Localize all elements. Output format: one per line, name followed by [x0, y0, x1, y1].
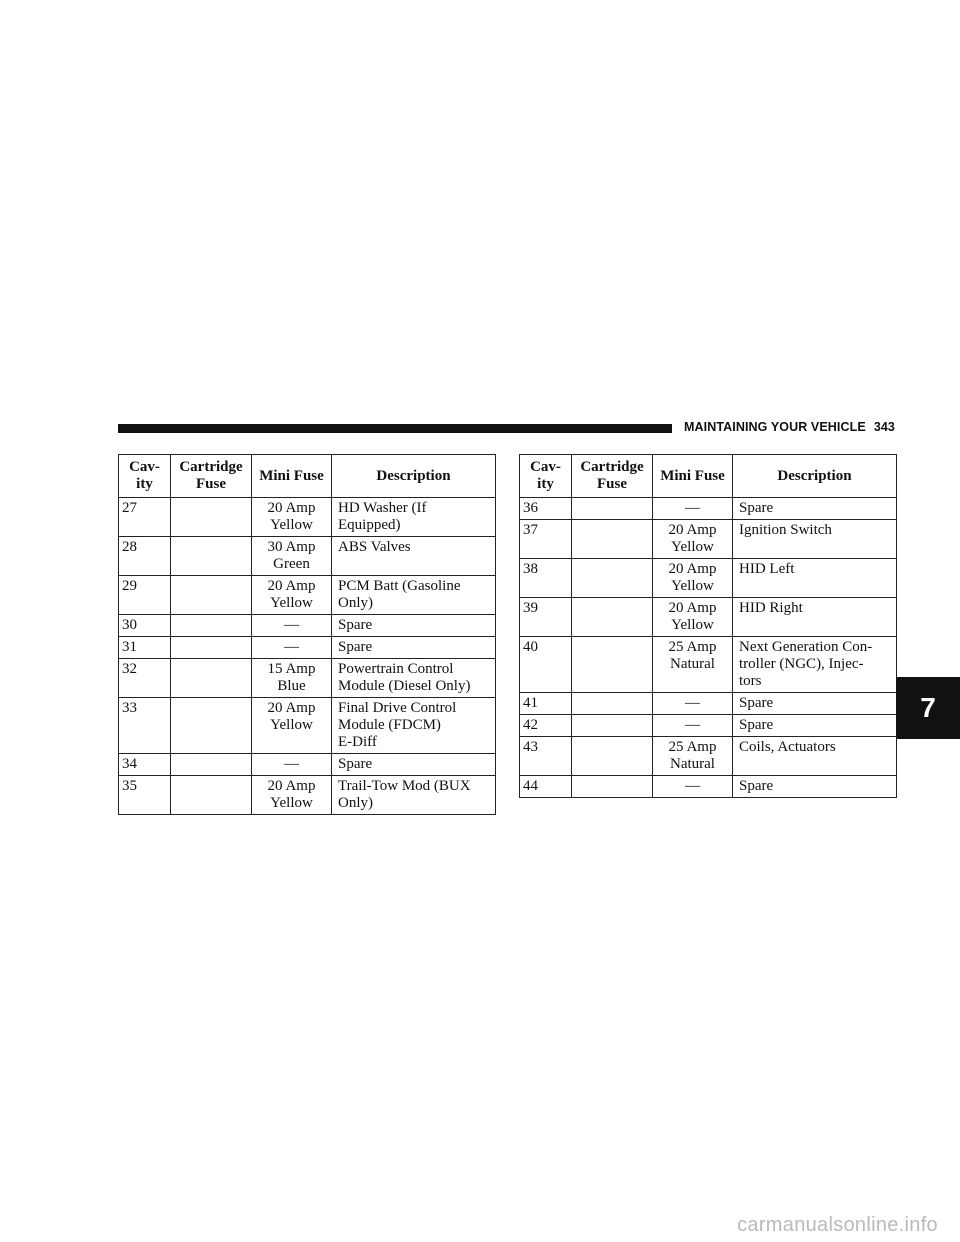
table-row	[520, 637, 897, 693]
cartridge-cell	[171, 537, 252, 576]
cavity-cell: 34	[119, 754, 171, 776]
col-mini-header: Mini Fuse	[252, 455, 332, 498]
cartridge-cell	[572, 693, 653, 715]
description-cell: Spare	[733, 715, 897, 737]
cavity-cell: 42	[520, 715, 572, 737]
cartridge-cell	[171, 776, 252, 815]
mini-fuse-cell: —	[653, 498, 733, 520]
description-cell: Ignition Switch	[733, 520, 897, 559]
mini-fuse-cell: —	[653, 693, 733, 715]
table-row	[520, 715, 897, 737]
page-number: 343	[873, 420, 895, 434]
mini-fuse-cell: 20 Amp Yellow	[653, 520, 733, 559]
cartridge-cell	[572, 776, 653, 798]
watermark-text: carmanualsonline.info	[737, 1214, 938, 1236]
cartridge-cell	[171, 637, 252, 659]
table-row	[119, 776, 496, 815]
cavity-cell: 30	[119, 615, 171, 637]
description-cell: PCM Batt (Gasoline Only)	[332, 576, 496, 615]
mini-fuse-cell: 20 Amp Yellow	[252, 576, 332, 615]
cavity-cell: 43	[520, 737, 572, 776]
cavity-cell: 41	[520, 693, 572, 715]
description-cell: HID Left	[733, 559, 897, 598]
mini-fuse-cell: 20 Amp Yellow	[653, 559, 733, 598]
col-description-header: Description	[733, 455, 897, 498]
cavity-cell: 38	[520, 559, 572, 598]
mini-fuse-cell: 25 Amp Natural	[653, 737, 733, 776]
mini-fuse-cell: 20 Amp Yellow	[252, 776, 332, 815]
table-row	[119, 615, 496, 637]
col-cavity-header: Cav- ity	[520, 455, 572, 498]
mini-fuse-cell: —	[252, 615, 332, 637]
cartridge-cell	[572, 637, 653, 693]
mini-fuse-cell: —	[252, 754, 332, 776]
table-row	[119, 537, 496, 576]
table-row	[520, 559, 897, 598]
description-cell: ABS Valves	[332, 537, 496, 576]
col-description-header: Description	[332, 455, 496, 498]
table-row	[520, 737, 897, 776]
description-cell: Spare	[332, 615, 496, 637]
description-cell: Next Generation Con- troller (NGC), Injec- tors	[733, 637, 897, 693]
description-cell: Spare	[733, 498, 897, 520]
mini-fuse-cell: 20 Amp Yellow	[653, 598, 733, 637]
cavity-cell: 32	[119, 659, 171, 698]
cavity-cell: 44	[520, 776, 572, 798]
cartridge-cell	[572, 559, 653, 598]
mini-fuse-cell: 20 Amp Yellow	[252, 498, 332, 537]
cavity-cell: 35	[119, 776, 171, 815]
table-row	[119, 754, 496, 776]
table-header-row	[119, 455, 496, 498]
table-row	[119, 698, 496, 754]
description-cell: Spare	[733, 693, 897, 715]
table-row	[119, 498, 496, 537]
header-rule	[118, 424, 672, 433]
mini-fuse-cell: 25 Amp Natural	[653, 637, 733, 693]
table-row	[520, 498, 897, 520]
cartridge-cell	[171, 498, 252, 537]
mini-fuse-cell: 20 Amp Yellow	[252, 698, 332, 754]
table-row	[520, 520, 897, 559]
description-cell: Spare	[733, 776, 897, 798]
cavity-cell: 36	[520, 498, 572, 520]
cavity-cell: 28	[119, 537, 171, 576]
description-cell: Coils, Actuators	[733, 737, 897, 776]
cartridge-cell	[572, 737, 653, 776]
table-row	[119, 659, 496, 698]
col-cavity-header: Cav- ity	[119, 455, 171, 498]
description-cell: Powertrain Control Module (Diesel Only)	[332, 659, 496, 698]
mini-fuse-cell: —	[653, 776, 733, 798]
col-mini-header: Mini Fuse	[653, 455, 733, 498]
cartridge-cell	[572, 598, 653, 637]
description-cell: Final Drive Control Module (FDCM) E-Diff	[332, 698, 496, 754]
cavity-cell: 39	[520, 598, 572, 637]
cavity-cell: 40	[520, 637, 572, 693]
cartridge-cell	[171, 698, 252, 754]
cavity-cell: 31	[119, 637, 171, 659]
cartridge-cell	[572, 498, 653, 520]
cavity-cell: 37	[520, 520, 572, 559]
fuse-table-left	[118, 454, 496, 815]
table-row	[119, 637, 496, 659]
section-title: MAINTAINING YOUR VEHICLE	[684, 420, 866, 434]
cavity-cell: 27	[119, 498, 171, 537]
col-cartridge-header: Cartridge Fuse	[572, 455, 653, 498]
table-row	[520, 776, 897, 798]
cartridge-cell	[171, 754, 252, 776]
mini-fuse-cell: 30 Amp Green	[252, 537, 332, 576]
cartridge-cell	[171, 576, 252, 615]
mini-fuse-cell: —	[653, 715, 733, 737]
cartridge-cell	[171, 659, 252, 698]
mini-fuse-cell: —	[252, 637, 332, 659]
running-header	[684, 420, 895, 434]
fuse-table-right	[519, 454, 897, 798]
description-cell: HD Washer (If Equipped)	[332, 498, 496, 537]
cartridge-cell	[572, 520, 653, 559]
table-row	[520, 598, 897, 637]
table-row	[119, 576, 496, 615]
cartridge-cell	[572, 715, 653, 737]
cartridge-cell	[171, 615, 252, 637]
chapter-tab: 7	[896, 677, 960, 739]
description-cell: Spare	[332, 637, 496, 659]
description-cell: Trail-Tow Mod (BUX Only)	[332, 776, 496, 815]
col-cartridge-header: Cartridge Fuse	[171, 455, 252, 498]
mini-fuse-cell: 15 Amp Blue	[252, 659, 332, 698]
table-row	[520, 693, 897, 715]
cavity-cell: 33	[119, 698, 171, 754]
description-cell: HID Right	[733, 598, 897, 637]
table-header-row	[520, 455, 897, 498]
cavity-cell: 29	[119, 576, 171, 615]
description-cell: Spare	[332, 754, 496, 776]
